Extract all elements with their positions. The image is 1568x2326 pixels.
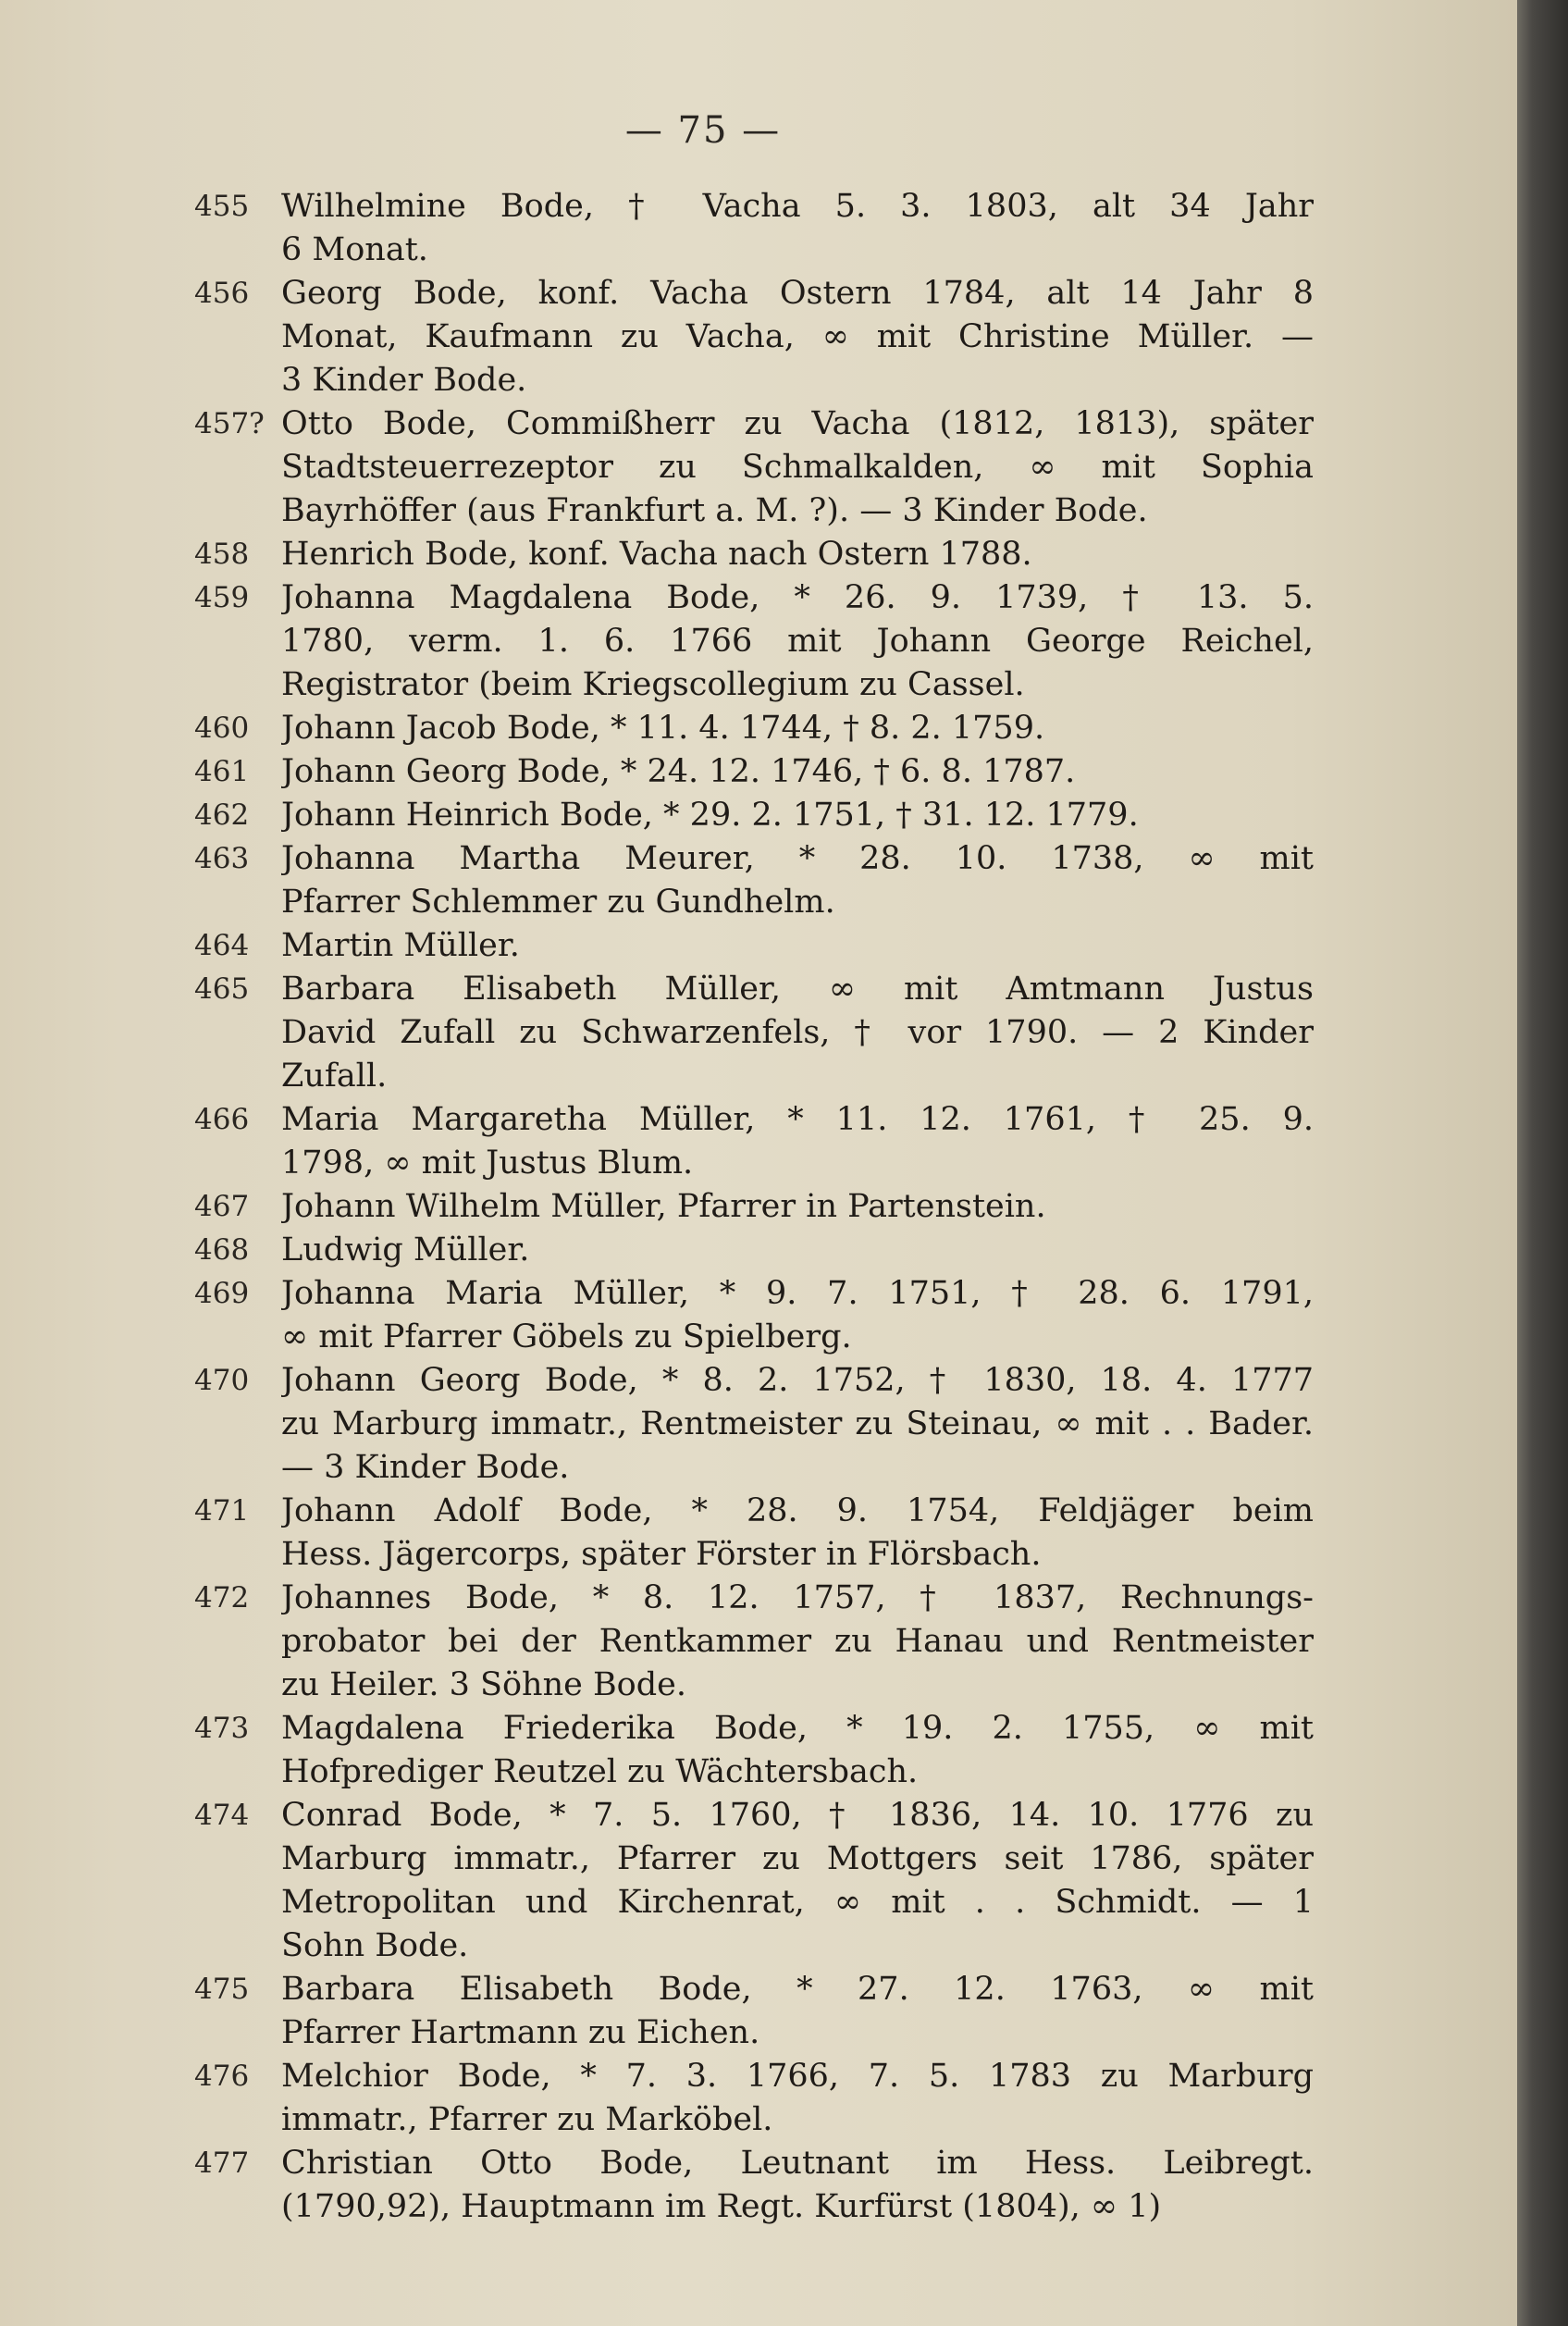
entry-text-line: Pfarrer Schlemmer zu Gundhelm. (281, 884, 835, 921)
entry-text-line: Pfarrer Hartmann zu Eichen. (281, 2014, 760, 2051)
entry-text-line: Christian Otto Bode, Leutnant im Hess. Leibregt. (281, 2145, 1314, 2182)
entry-text-line: zu Marburg immatr., Rentmeister zu Steinau, ∞ mit . . Bader. (281, 1405, 1314, 1442)
entry-number: 466 (194, 1103, 250, 1136)
entry-460 (0, 707, 1314, 750)
entry-number: 459 (194, 581, 250, 614)
entry-text-line: Barbara Elisabeth Bode, * 27. 12. 1763, ∞ mit (281, 1971, 1314, 2008)
entry-text-line: Magdalena Friederika Bode, * 19. 2. 1755, ∞ mit (281, 1710, 1314, 1747)
entry-number: 472 (194, 1581, 250, 1615)
entry-text-line: Hofprediger Reutzel zu Wächtersbach. (281, 1753, 919, 1790)
entry-text-line: Sohn Bode. (281, 1927, 469, 1964)
entry-472 (0, 1577, 1314, 1707)
entry-number: 460 (194, 711, 250, 745)
entry-number: 474 (194, 1799, 250, 1832)
entry-466 (0, 1098, 1314, 1185)
page-number: — 75 — (624, 109, 782, 152)
entry-text-line: Johanna Maria Müller, * 9. 7. 1751, † 28. 6. 1791, (281, 1275, 1314, 1312)
entry-number: 455 (194, 190, 250, 223)
entry-text-line: David Zufall zu Schwarzenfels, † vor 1790. — 2 Kinder (281, 1014, 1314, 1051)
entry-474 (0, 1794, 1314, 1968)
entry-text-line: 3 Kinder Bode. (281, 362, 527, 399)
entry-number: 463 (194, 842, 250, 875)
entry-458 (0, 533, 1314, 576)
entry-number: 465 (194, 972, 250, 1006)
entry-468 (0, 1229, 1314, 1272)
entry-text-line: zu Heiler. 3 Söhne Bode. (281, 1666, 686, 1703)
entry-text-line: Otto Bode, Commißherr zu Vacha (1812, 1813), später (281, 405, 1314, 442)
entry-text-line: 6 Monat. (281, 231, 428, 268)
entry-464 (0, 924, 1314, 968)
entry-467 (0, 1185, 1314, 1229)
entry-text-line: Zufall. (281, 1058, 388, 1095)
entry-number: 457? (194, 407, 265, 440)
entry-text-line: Ludwig Müller. (281, 1231, 530, 1268)
entry-text-line: 1798, ∞ mit Justus Blum. (281, 1144, 694, 1182)
entry-text-line: Maria Margaretha Müller, * 11. 12. 1761, † 25. 9. (281, 1101, 1314, 1138)
entry-text-line: Monat, Kaufmann zu Vacha, ∞ mit Christine Müller. — (281, 318, 1314, 355)
entry-number: 456 (194, 277, 250, 310)
entry-text-line: Wilhelmine Bode, † Vacha 5. 3. 1803, alt 34 Jahr (281, 188, 1314, 225)
entry-text-line: Johann Georg Bode, * 24. 12. 1746, † 6. 8. 1787. (281, 753, 1076, 790)
entry-text-line: Henrich Bode, konf. Vacha nach Ostern 1788. (281, 536, 1032, 573)
entry-text-line: Bayrhöffer (aus Frankfurt a. M. ?). — 3 Kinder Bode. (281, 492, 1148, 529)
entry-number: 477 (194, 2147, 250, 2180)
entry-463 (0, 837, 1314, 924)
entry-list (0, 185, 1314, 2229)
entry-456 (0, 272, 1314, 402)
entry-text-line: Johann Jacob Bode, * 11. 4. 1744, † 8. 2. 1759. (281, 710, 1045, 747)
entry-477 (0, 2142, 1314, 2229)
entry-number: 470 (194, 1364, 250, 1397)
entry-number: 471 (194, 1494, 250, 1528)
entry-455 (0, 185, 1314, 272)
entry-text-line: probator bei der Rentkammer zu Hanau und Rentmeister (281, 1623, 1314, 1660)
entry-457 (0, 402, 1314, 533)
entry-465 (0, 968, 1314, 1098)
entry-text-line: Johanna Magdalena Bode, * 26. 9. 1739, † 13. 5. (281, 579, 1314, 616)
entry-number: 476 (194, 2060, 250, 2093)
entry-number: 467 (194, 1190, 250, 1223)
entry-text-line: Johann Wilhelm Müller, Pfarrer in Partenstein. (281, 1188, 1046, 1225)
entry-461 (0, 750, 1314, 794)
entry-text-line: Georg Bode, konf. Vacha Ostern 1784, alt 14 Jahr 8 (281, 275, 1314, 312)
entry-text-line: Conrad Bode, * 7. 5. 1760, † 1836, 14. 10. 1776 zu (281, 1797, 1314, 1834)
entry-text-line: 1780, verm. 1. 6. 1766 mit Johann George Reichel, (281, 623, 1314, 660)
entry-text-line: immatr., Pfarrer zu Marköbel. (281, 2101, 773, 2138)
entry-number: 461 (194, 755, 250, 788)
entry-text-line: ∞ mit Pfarrer Göbels zu Spielberg. (281, 1318, 852, 1355)
entry-459 (0, 576, 1314, 707)
entry-469 (0, 1272, 1314, 1359)
entry-text-line: Barbara Elisabeth Müller, ∞ mit Amtmann Justus (281, 971, 1314, 1008)
entry-number: 469 (194, 1277, 250, 1310)
entry-text-line: Registrator (beim Kriegscollegium zu Cassel. (281, 666, 1025, 703)
entry-text-line: Martin Müller. (281, 927, 520, 964)
entry-476 (0, 2055, 1314, 2142)
entry-text-line: Hess. Jägercorps, später Förster in Flörsbach. (281, 1536, 1042, 1573)
book-gutter (1517, 0, 1568, 2326)
entry-number: 458 (194, 538, 250, 571)
entry-number: 462 (194, 798, 250, 832)
entry-text-line: Marburg immatr., Pfarrer zu Mottgers seit 1786, später (281, 1840, 1314, 1877)
entry-470 (0, 1359, 1314, 1490)
entry-text-line: Johann Heinrich Bode, * 29. 2. 1751, † 31. 12. 1779. (281, 797, 1139, 834)
entry-473 (0, 1707, 1314, 1794)
entry-471 (0, 1490, 1314, 1577)
entry-text-line: Johann Adolf Bode, * 28. 9. 1754, Feldjäger beim (281, 1492, 1314, 1529)
entry-462 (0, 794, 1314, 837)
entry-text-line: Melchior Bode, * 7. 3. 1766, 7. 5. 1783 zu Marburg (281, 2058, 1314, 2095)
entry-text-line: Metropolitan und Kirchenrat, ∞ mit . . Schmidt. — 1 (281, 1884, 1314, 1921)
entry-text-line: Stadtsteuerrezeptor zu Schmalkalden, ∞ mit Sophia (281, 449, 1314, 486)
entry-text-line: Johann Georg Bode, * 8. 2. 1752, † 1830, 18. 4. 1777 (281, 1362, 1314, 1399)
entry-number: 464 (194, 929, 250, 962)
entry-number: 473 (194, 1712, 250, 1745)
entry-text-line: — 3 Kinder Bode. (281, 1449, 570, 1486)
entry-text-line: Johannes Bode, * 8. 12. 1757, † 1837, Rechnungs- (281, 1579, 1314, 1616)
entry-text-line: Johanna Martha Meurer, * 28. 10. 1738, ∞ mit (281, 840, 1314, 877)
entry-number: 475 (194, 1973, 250, 2006)
entry-text-line: (1790,92), Hauptmann im Regt. Kurfürst (1804), ∞ 1) (281, 2188, 1162, 2225)
entry-number: 468 (194, 1233, 250, 1267)
entry-475 (0, 1968, 1314, 2055)
